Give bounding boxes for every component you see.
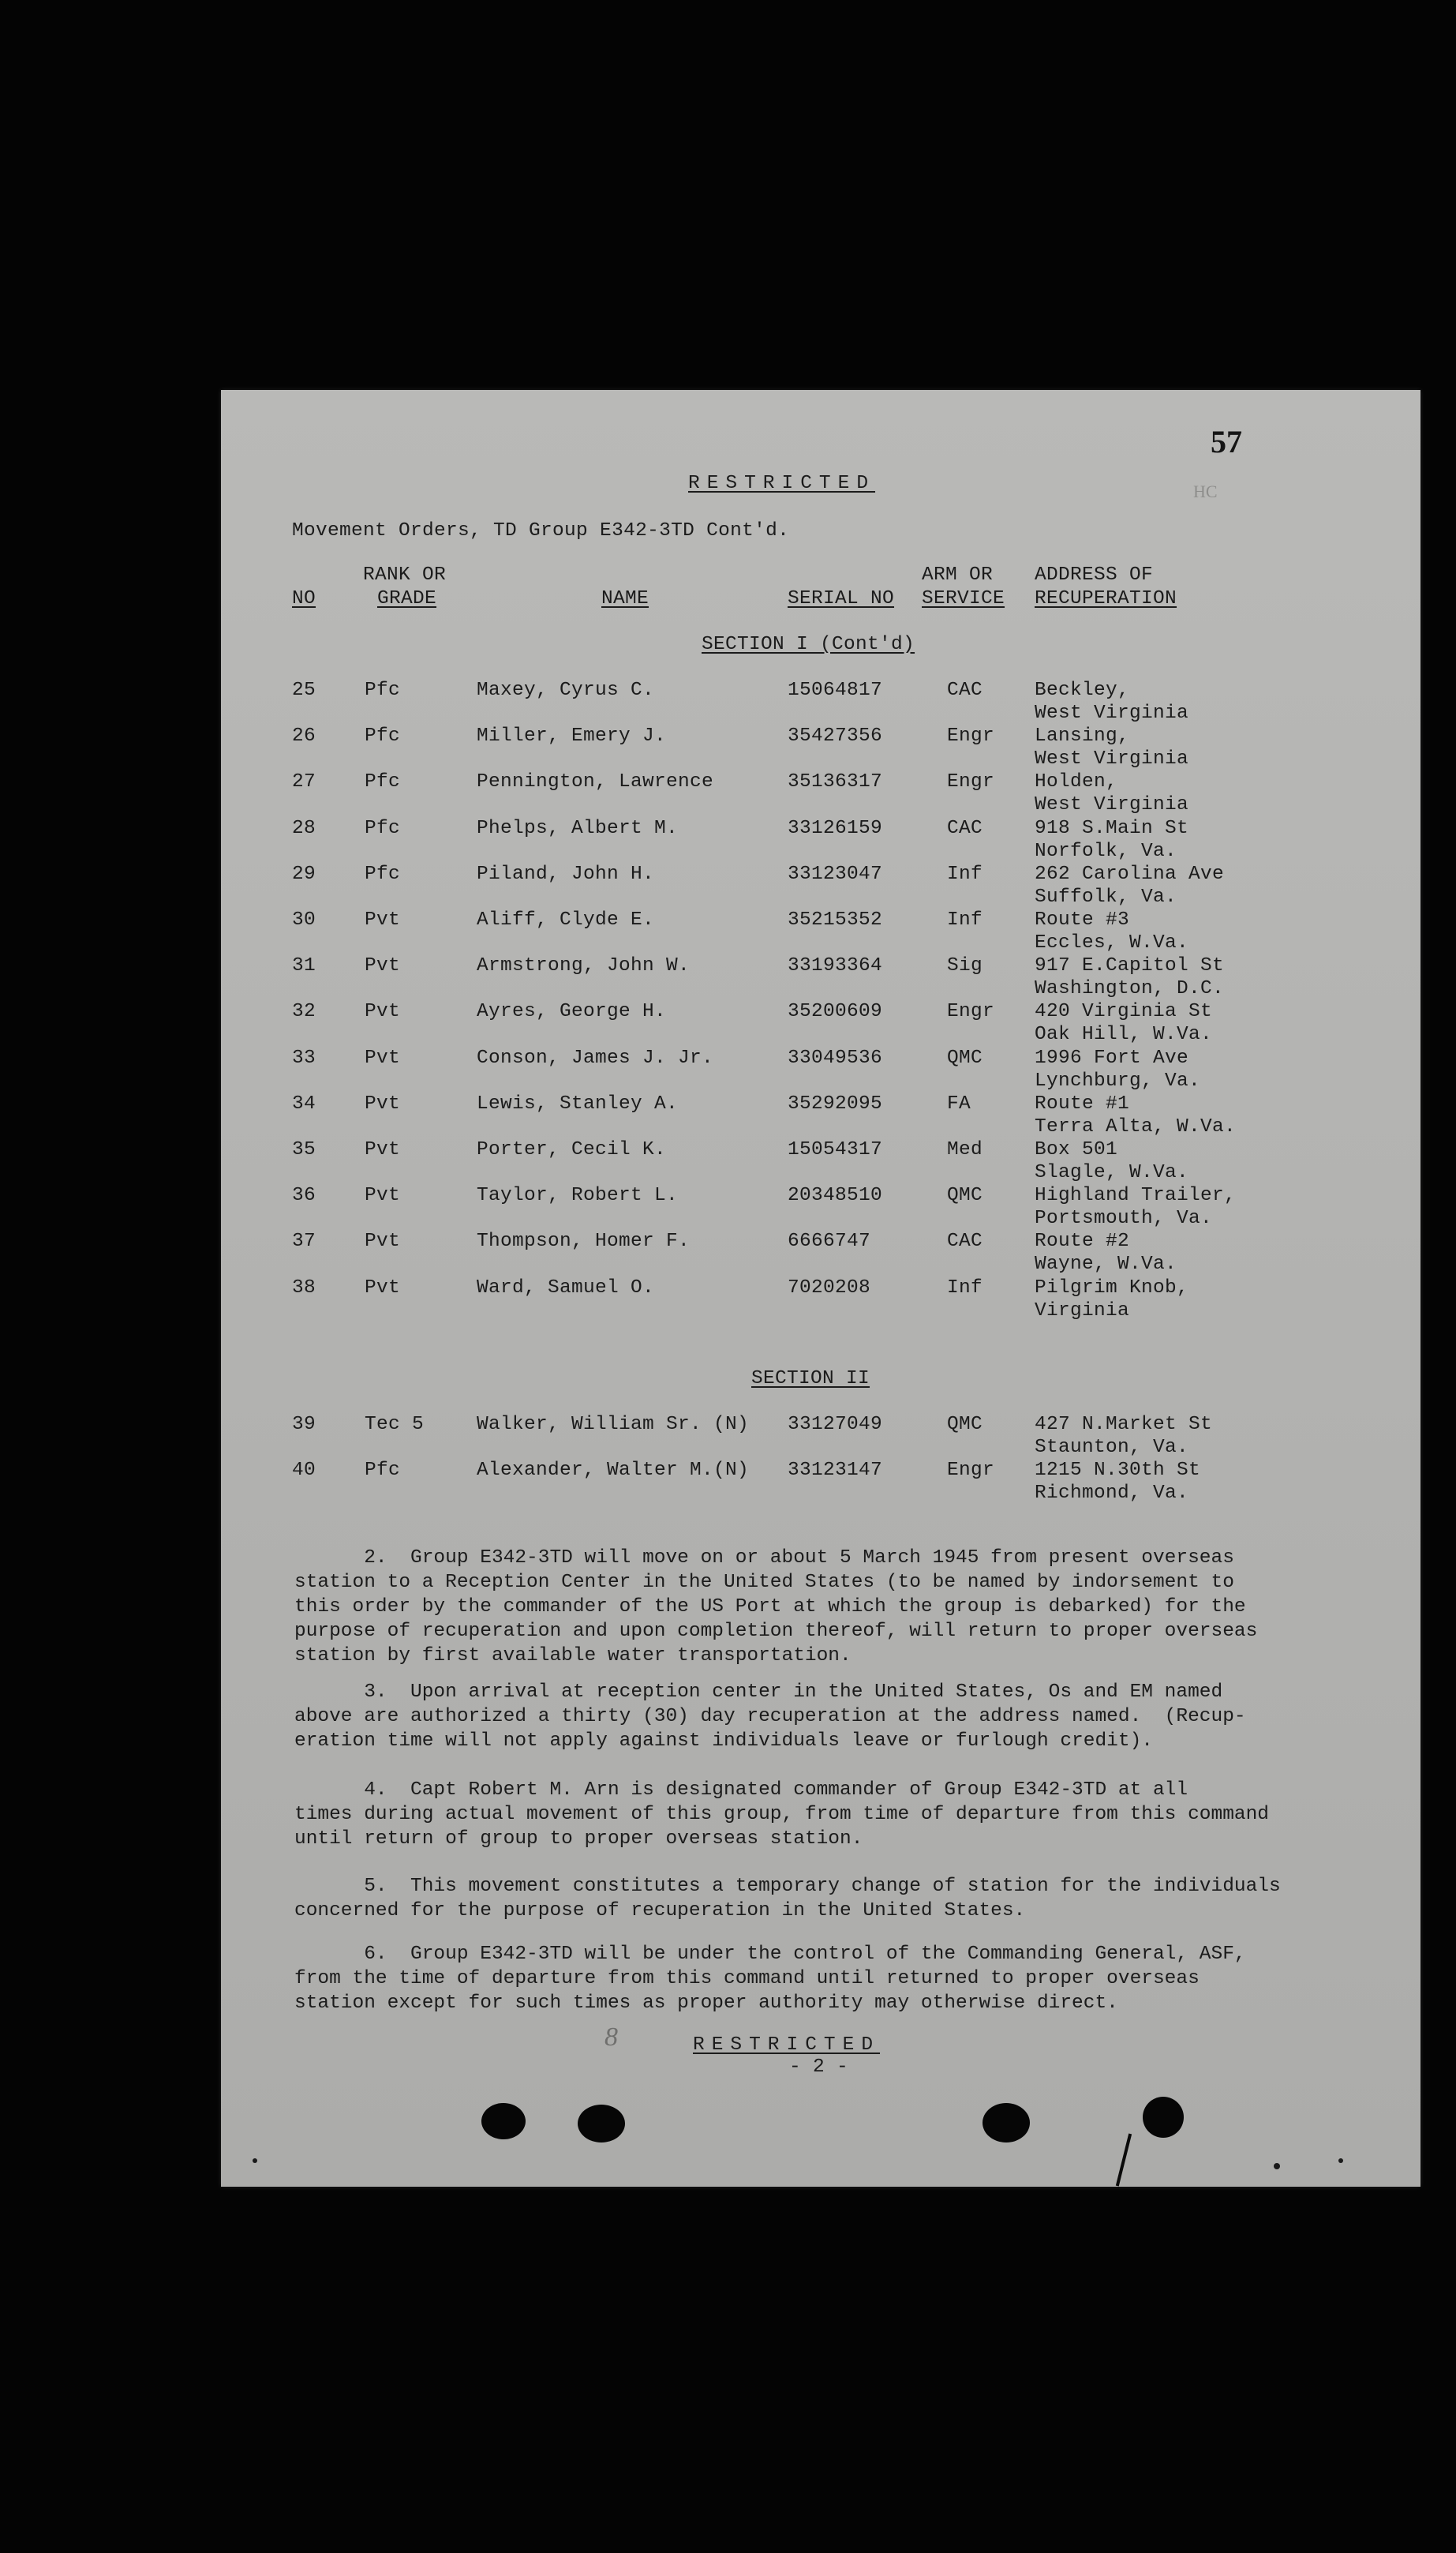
col-header-name: NAME (601, 588, 649, 609)
row-address-line2: Slagle, W.Va. (1035, 1162, 1189, 1183)
row-arm: Inf (947, 909, 983, 931)
row-no: 28 (292, 817, 316, 839)
paragraph-line: times during actual movement of this group, from time of departure from this command (294, 1804, 1270, 1825)
row-serial: 15064817 (788, 680, 883, 701)
row-rank: Pvt (365, 1139, 401, 1160)
speck (1338, 2158, 1343, 2163)
row-arm: CAC (947, 1231, 983, 1253)
row-rank: Pvt (365, 1231, 401, 1253)
paragraph-2 (294, 1546, 1356, 1668)
paragraph-line: from the time of departure from this command until returned to proper overseas (294, 1968, 1200, 1989)
row-arm: Engr (947, 1460, 995, 1481)
row-rank: Pvt (365, 955, 401, 977)
paragraph-line: station except for such times as proper authority may otherwise direct. (294, 1993, 1118, 2014)
row-name: Conson, James J. Jr. (477, 1047, 714, 1069)
col-header-arm-line1: ARM OR (922, 564, 994, 586)
paragraph-line: 5. This movement constitutes a temporary change of station for the individuals (294, 1876, 1281, 1897)
row-arm: FA (947, 1093, 971, 1115)
paragraph-line: station by first available water transportation. (294, 1645, 852, 1666)
row-serial: 33127049 (788, 1414, 883, 1435)
row-address-line1: Lansing, (1035, 725, 1130, 748)
row-no: 25 (292, 680, 316, 701)
paragraph-line: concerned for the purpose of recuperation in the United States. (294, 1900, 1026, 1921)
row-address-line1: Route #2 (1035, 1231, 1130, 1253)
row-no: 34 (292, 1093, 316, 1115)
row-address-line1: Box 501 (1035, 1139, 1118, 1160)
row-arm: QMC (947, 1047, 983, 1069)
col-header-rank-line2: GRADE (377, 588, 437, 609)
row-address-line2: Norfolk, Va. (1035, 840, 1177, 862)
row-address-line2: Staunton, Va. (1035, 1437, 1189, 1458)
row-rank: Pfc (365, 817, 401, 839)
row-arm: Engr (947, 725, 995, 748)
paragraph-line: eration time will not apply against individuals leave or furlough credit). (294, 1730, 1153, 1752)
row-rank: Pvt (365, 1185, 401, 1207)
row-no: 35 (292, 1139, 316, 1160)
row-address-line1: Holden, (1035, 771, 1118, 793)
document-page (221, 390, 1420, 2187)
row-name: Miller, Emery J. (477, 725, 667, 748)
row-address-line2: West Virginia (1035, 703, 1189, 724)
pencil-mark: 8 (604, 2023, 618, 2052)
paragraph-line: above are authorized a thirty (30) day recuperation at the address named. (Recup- (294, 1706, 1246, 1727)
row-address-line1: 427 N.Market St (1035, 1414, 1213, 1435)
paragraph-line: station to a Reception Center in the United States (to be named by indorsement to (294, 1572, 1234, 1593)
paragraph-3 (294, 1680, 1356, 1753)
col-header-serial: SERIAL NO (788, 588, 895, 609)
row-serial: 35215352 (788, 909, 883, 931)
row-serial: 33126159 (788, 817, 883, 839)
row-rank: Pvt (365, 1001, 401, 1023)
row-serial: 35200609 (788, 1001, 883, 1023)
row-arm: Engr (947, 1001, 995, 1023)
punch-hole (578, 2105, 625, 2142)
row-serial: 6666747 (788, 1231, 871, 1253)
row-rank: Pfc (365, 771, 401, 793)
row-rank: Pvt (365, 1047, 401, 1069)
row-no: 37 (292, 1231, 316, 1253)
row-name: Maxey, Cyrus C. (477, 680, 655, 701)
row-serial: 15054317 (788, 1139, 883, 1160)
punch-hole (1143, 2097, 1184, 2138)
row-name: Lewis, Stanley A. (477, 1093, 679, 1115)
row-arm: Inf (947, 1276, 983, 1299)
row-no: 29 (292, 863, 316, 885)
row-name: Taylor, Robert L. (477, 1185, 679, 1207)
row-rank: Pfc (365, 680, 401, 701)
row-name: Phelps, Albert M. (477, 817, 679, 839)
row-address-line2: West Virginia (1035, 748, 1189, 770)
paragraph-6 (294, 1942, 1356, 2015)
row-name: Ward, Samuel O. (477, 1276, 655, 1299)
paragraph-line: until return of group to proper overseas station. (294, 1828, 863, 1850)
row-arm: Engr (947, 771, 995, 793)
row-serial: 33123147 (788, 1460, 883, 1481)
row-address-line1: Pilgrim Knob, (1035, 1276, 1189, 1299)
row-no: 38 (292, 1276, 316, 1299)
row-rank: Tec 5 (365, 1414, 425, 1435)
row-address-line2: Eccles, W.Va. (1035, 932, 1189, 954)
row-address-line1: 262 Carolina Ave (1035, 863, 1225, 885)
paragraph-line: this order by the commander of the US Port at which the group is debarked) for the (294, 1596, 1246, 1618)
row-address-line1: 918 S.Main St (1035, 817, 1189, 839)
speck (1274, 2163, 1280, 2169)
row-address-line2: Virginia (1035, 1299, 1130, 1321)
page-number: 57 (1211, 424, 1242, 459)
row-no: 33 (292, 1047, 316, 1069)
row-serial: 33123047 (788, 863, 883, 885)
row-name: Walker, William Sr. (N) (477, 1414, 750, 1435)
row-address-line1: Beckley, (1035, 680, 1130, 701)
speck (253, 2158, 257, 2163)
paragraph-line: 6. Group E342-3TD will be under the control of the Commanding General, ASF, (294, 1944, 1246, 1965)
row-serial: 35136317 (788, 771, 883, 793)
row-address-line2: Terra Alta, W.Va. (1035, 1115, 1237, 1138)
row-name: Pennington, Lawrence (477, 771, 714, 793)
paragraph-line: 4. Capt Robert M. Arn is designated commander of Group E342-3TD at all (294, 1779, 1188, 1801)
row-rank: Pvt (365, 1276, 401, 1299)
row-address-line1: Highland Trailer, (1035, 1185, 1237, 1207)
row-serial: 20348510 (788, 1185, 883, 1207)
tear-mark (1116, 2134, 1132, 2187)
page-label: - 2 - (789, 2056, 849, 2078)
col-header-address-line1: ADDRESS OF (1035, 564, 1154, 586)
row-rank: Pfc (365, 863, 401, 885)
col-header-address-line2: RECUPERATION (1035, 588, 1177, 609)
row-serial: 33193364 (788, 955, 883, 977)
row-address-line2: Washington, D.C. (1035, 978, 1225, 1000)
row-no: 26 (292, 725, 316, 748)
paragraph-line: 2. Group E342-3TD will move on or about 5 March 1945 from present overseas (294, 1547, 1234, 1569)
row-address-line1: Route #3 (1035, 909, 1130, 931)
row-address-line1: 1215 N.30th St (1035, 1460, 1201, 1481)
row-rank: Pfc (365, 1460, 401, 1481)
row-name: Aliff, Clyde E. (477, 909, 655, 931)
row-serial: 35292095 (788, 1093, 883, 1115)
row-name: Thompson, Homer F. (477, 1231, 691, 1253)
row-no: 36 (292, 1185, 316, 1207)
row-no: 27 (292, 771, 316, 793)
row-address-line1: 1996 Fort Ave (1035, 1047, 1189, 1069)
paragraph-line: purpose of recuperation and upon completion thereof, will return to proper overseas (294, 1621, 1258, 1642)
row-arm: CAC (947, 680, 983, 701)
row-no: 31 (292, 955, 316, 977)
section-2-heading: SECTION II (751, 1368, 870, 1389)
row-address-line1: 420 Virginia St (1035, 1001, 1213, 1023)
col-header-rank-line1: RANK OR (363, 564, 447, 586)
row-address-line1: 917 E.Capitol St (1035, 955, 1225, 977)
row-no: 30 (292, 909, 316, 931)
col-header-no: NO (292, 588, 316, 609)
row-address-line2: Lynchburg, Va. (1035, 1070, 1201, 1092)
col-header-arm-line2: SERVICE (922, 588, 1005, 609)
section-1-heading: SECTION I (Cont'd) (702, 634, 915, 655)
row-serial: 35427356 (788, 725, 883, 748)
row-address-line2: Wayne, W.Va. (1035, 1254, 1177, 1276)
classification-header: RESTRICTED (688, 473, 876, 494)
paragraph-5 (294, 1874, 1356, 1923)
paragraph-4 (294, 1778, 1356, 1851)
row-rank: Pvt (365, 1093, 401, 1115)
paragraph-line: 3. Upon arrival at reception center in the United States, Os and EM named (294, 1681, 1223, 1703)
row-arm: Inf (947, 863, 983, 885)
row-name: Armstrong, John W. (477, 955, 691, 977)
row-serial: 7020208 (788, 1276, 871, 1299)
row-address-line2: Portsmouth, Va. (1035, 1208, 1213, 1230)
row-address-line2: Richmond, Va. (1035, 1483, 1189, 1504)
row-serial: 33049536 (788, 1047, 883, 1069)
row-name: Porter, Cecil K. (477, 1139, 667, 1160)
punch-hole (983, 2103, 1030, 2142)
row-arm: QMC (947, 1185, 983, 1207)
row-no: 32 (292, 1001, 316, 1023)
row-name: Piland, John H. (477, 863, 655, 885)
document-title-line: Movement Orders, TD Group E342-3TD Cont'd. (292, 520, 790, 542)
row-arm: CAC (947, 817, 983, 839)
row-arm: Med (947, 1139, 983, 1160)
punch-hole (481, 2103, 526, 2139)
row-arm: Sig (947, 955, 983, 977)
row-name: Ayres, George H. (477, 1001, 667, 1023)
row-rank: Pvt (365, 909, 401, 931)
initials-mark: HC (1193, 482, 1218, 501)
classification-footer: RESTRICTED (693, 2034, 881, 2056)
row-address-line1: Route #1 (1035, 1093, 1130, 1115)
row-address-line2: Oak Hill, W.Va. (1035, 1024, 1213, 1046)
row-no: 40 (292, 1460, 316, 1481)
row-arm: QMC (947, 1414, 983, 1435)
row-address-line2: West Virginia (1035, 794, 1189, 816)
row-name: Alexander, Walter M.(N) (477, 1460, 750, 1481)
row-no: 39 (292, 1414, 316, 1435)
row-address-line2: Suffolk, Va. (1035, 886, 1177, 908)
row-rank: Pfc (365, 725, 401, 748)
